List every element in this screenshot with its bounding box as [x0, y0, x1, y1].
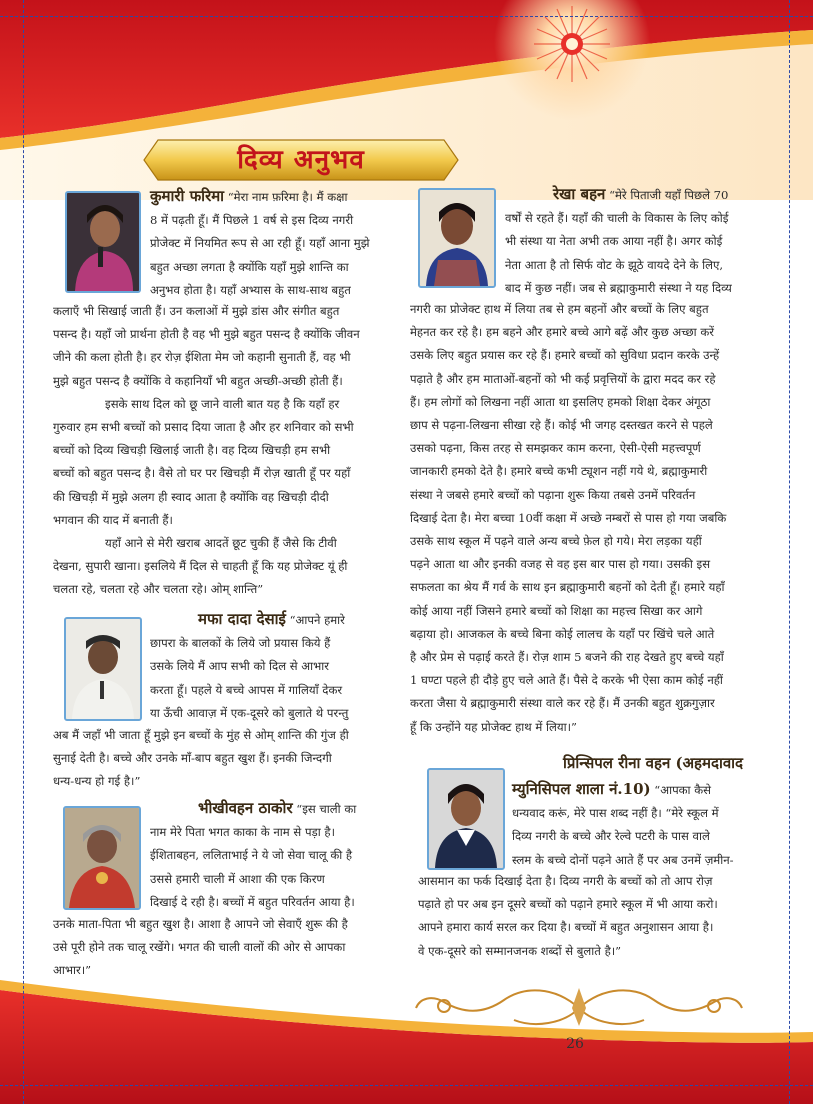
author-name: मफा दादा देसाई: [198, 610, 286, 628]
text-line: स्लम के बच्चे दोनों पढ़ने आते हैं पर अब उनमें ज़मीन-: [512, 852, 734, 867]
text-line: बढ़ाया हो। आजकल के बच्चे बिना कोई लालच के यहाँ पर खिंचे चले आते: [410, 626, 715, 641]
testimonial-reena-cont: [418, 870, 769, 963]
text-line: ईशिताबहन, ललिताभाई ने ये जो सेवा चालू की है: [150, 848, 353, 863]
text-line: पढ़ाते हो पर अब इन दूसरे बच्चों को पढ़ाने हमारे स्कूल में भी आया करो।: [418, 897, 718, 912]
text-line: नेता आता है तो सिर्फ वोट के झूठे वायदे देने के लिए,: [505, 257, 724, 272]
photo-farima: [65, 191, 141, 293]
text-line: सुनाई देती है। बच्चे और उनके माँ-बाप बहुत खुश हैं। इनकी जिन्दगी: [53, 751, 332, 766]
author-name-cont: म्युनिसिपल शाला नं.10): [512, 780, 651, 798]
text-line: मुझे बहुत पसन्द है क्योंकि वे कहानियाँ भी बहुत अच्छी-अच्छी होती हैं।: [53, 373, 343, 388]
text-line: भगवान की याद में बनाती हैं।: [53, 512, 173, 527]
testimonial-farima-cont: [53, 300, 390, 602]
text-line: या ऊँची आवाज़ में एक-दूसरे को बुलाते थे परन्तु: [150, 705, 349, 720]
page-title-banner: [142, 138, 460, 182]
text-line: वे एक-दूसरे को सम्मानजनक शब्दों से बुलाते है।”: [418, 943, 622, 958]
photo-rekha: [418, 188, 496, 288]
text-line: है और प्रेम से पढ़ाई करते हैं। रोज़ शाम 5 बजने की राह देखते हुए बच्चे यहाँ: [410, 650, 724, 665]
author-name: भीखीवहन ठाकोर: [198, 799, 293, 817]
text-line: गुरुवार हम सभी बच्चों को प्रसाद दिया जाता है और हर शनिवार को सभी: [53, 420, 354, 435]
text-line: छापरा के बालकों के लिये जो प्रयास किये हैं: [150, 636, 331, 651]
text-line: उसके साथ स्कूल में पढ़ने वाले अन्य बच्चे फ़ेल हो गये। मेरा लड़का यहीं: [410, 534, 702, 549]
text-line: आभार।”: [53, 963, 92, 978]
text-line: उनके माता-पिता भी बहुत खुश है। आशा है आपने जो सेवाएँ शुरू की है: [53, 917, 348, 931]
text-line: उसे पूरी होने तक चालू रखेंगे। भगत की चाली वालों की ओर से आपका: [53, 940, 346, 955]
testimonial-mafa: [150, 608, 390, 725]
text-line: भी संस्था या नेता अभी तक आया नहीं है। अगर कोई: [505, 234, 723, 249]
text-line: बच्चों को दिव्य खिचड़ी खिलाई जाती है। वह दिव्य खिचड़ी हम सभी: [53, 443, 331, 458]
text-line: यहाँ आने से मेरी खराब आदतें छूट चुकी हैं जैसे कि टीवी: [105, 536, 337, 551]
text-line: इसके साथ दिल को छू जाने वाली बात यह है कि यहाँ हर: [105, 396, 340, 411]
text-line: जीने की कला होती है। हर रोज़ ईशिता मेम जो कहानी सुनाती हैं, वह भी: [53, 350, 351, 365]
crop-mark: [0, 16, 813, 17]
testimonial-bhikhi: [150, 797, 390, 914]
text-line: दिव्य नगरी के बच्चे और रेल्वे पटरी के पास वाले: [512, 829, 710, 844]
crop-mark: [23, 0, 24, 1104]
testimonial-farima: [150, 185, 390, 302]
author-name: कुमारी फरिमा: [150, 187, 225, 205]
text-line: आपने हमारा कार्य सरल कर दिया है। बच्चों में बहुत अनुशासन आया है।: [418, 920, 714, 935]
testimonial-bhikhi-cont: [53, 913, 390, 983]
text-line: “मेरा नाम फ़रिमा है। मैं कक्षा: [227, 190, 348, 204]
text-line: वर्षों से रहते हैं। यहाँ की चाली के विकास के लिए कोई: [505, 211, 729, 226]
text-line: करता हूँ। पहले ये बच्चे आपस में गालियाँ देकर: [150, 682, 343, 697]
testimonial-reena-heading: [563, 752, 769, 775]
photo-bhikhi: [63, 806, 141, 910]
text-line: उसके लिये मैं आप सभी को दिल से आभार: [150, 659, 330, 674]
text-line: नगरी का प्रोजेक्ट हाथ में लिया तब से हम बहनों और बच्चों के लिए बहुत: [410, 302, 709, 316]
text-line: हैं। हम लोगों को लिखना नहीं आता था इसलिए हमको शिक्षा देकर अंगूठा: [410, 394, 711, 409]
photo-reena: [427, 768, 505, 870]
text-line: “मेरे पिताजी यहाँ पिछले 70: [609, 188, 729, 202]
text-line: धन्यवाद करूं, मेरे पास शब्द नहीं है। “मेरे स्कूल में: [512, 806, 719, 821]
page-title: दिव्य अनुभव: [237, 145, 365, 175]
text-line: प्रोजेक्ट में नियमित रूप से आ रही हूँ। यहाँ आना मुझे: [150, 236, 370, 251]
text-line: बच्चों को बहुत पसन्द है। वैसे तो घर पर खिचड़ी मैं रोज़ खाती हूँ पर यहाँ: [53, 466, 351, 481]
text-line: नाम मेरे पिता भगत काका के नाम से पड़ा है।: [150, 825, 335, 840]
text-line: उसको पढ़ना, किस तरह से समझकर काम करना, ऐसी-ऐसी महत्त्वपूर्ण: [410, 441, 701, 456]
text-line: मेहनत कर रहे है। हम बहने और हमारे बच्चे आगे बढ़ें और कुछ अच्छा करें: [410, 325, 714, 340]
text-line: कलाएँ भी सिखाई जाती हैं। उन कलाओं में मुझे डांस और संगीत बहुत: [53, 304, 340, 318]
text-line: 1 घण्टा पहले ही दौड़े हुए चले आते हैं। पैसे दे करके भी ऐसा काम कोई नहीं: [410, 673, 723, 688]
text-line: 8 में पढ़ती हूँ। मैं पिछले 1 वर्ष से इस दिव्य नगरी: [150, 213, 354, 228]
text-line: जानकारी हमको देते है। हमारे बच्चे कभी ट्यूशन नहीं गये थे, ब्रह्माकुमारी: [410, 464, 708, 479]
text-line: दिखाई देता है। मेरा बच्चा 10वीं कक्षा में अच्छे नम्बरों से पास हो गया जबकि: [410, 510, 727, 525]
testimonial-mafa-cont: [53, 724, 390, 794]
text-line: संस्था ने जबसे हमारे बच्चों को पढ़ाना शुरू किया तबसे उनमें परिवर्तन: [410, 487, 696, 502]
author-name: प्रिन्सिपल रीना वहन (अहमदावाद: [563, 754, 744, 772]
text-line: छाप से पढ़ना-लिखना सीखा रहे हैं। कोई भी जगह दस्तखत करने से पहले: [410, 418, 713, 433]
text-line: पढ़ाते है और हम माताओं-बहनों को भी कई प्रवृत्तियों के द्वारा मदद कर रहे: [410, 371, 716, 386]
text-line: उससे हमारी चाली में आशा की एक किरण: [150, 871, 325, 886]
text-line: बहुत अच्छा लगता है क्योंकि यहाँ मुझे शान्ति का: [150, 259, 349, 274]
text-line: “आपका कैसे: [654, 783, 711, 797]
text-line: करता जैसा ये ब्रह्माकुमारी संस्था वाले कर रहे हैं। मैं उनकी बहुत शुक्रगुज़ार: [410, 696, 715, 711]
text-line: अब मैं जहाँ भी जाता हूँ मुझे इन बच्चों के मुंह से ओम् शान्ति की गुंज ही: [53, 728, 349, 742]
page-number: 26: [566, 1036, 584, 1052]
text-line: सफलता का श्रेय मैं गर्व के साथ इन ब्रह्माकुमारी बहनों को देती हूँ। हमारे यहाँ: [410, 580, 725, 595]
text-line: दिखाई दे रही है। बच्चों में बहुत परिवर्तन आया है।: [150, 894, 355, 909]
text-line: बाद में कुछ नहीं। जब से ब्रह्माकुमारी संस्था ने यह दिव्य: [505, 280, 732, 295]
text-line: धन्य-धन्य हो गई है।”: [53, 774, 141, 789]
text-line: “आपने हमारे: [289, 613, 345, 627]
crop-mark: [0, 1085, 813, 1086]
text-line: कोई आया नहीं जिसने हमारे बच्चों को शिक्षा का महत्त्व सिखा कर आगे: [410, 603, 703, 618]
floral-scroll-ornament-icon: [404, 978, 754, 1038]
text-line: चलता रहे, चलता रहे और चलता रहे। ओम् शान्ति”: [53, 582, 264, 597]
testimonial-rekha-cont: [410, 298, 767, 739]
text-line: आसमान का फर्क दिखाई देता है। दिव्य नगरी के बच्चों को तो आप रोज़: [418, 874, 713, 888]
text-line: की खिचड़ी में मुझे अलग ही स्वाद आता है क्योंकि वह खिचड़ी दीदी: [53, 489, 329, 504]
testimonial-reena: [512, 778, 769, 872]
text-line: पसन्द है। यहाँ जो प्रार्थना होती है वह भी मुझे बहुत पसन्द है क्योंकि जीवन: [53, 327, 360, 342]
crop-mark: [789, 0, 790, 1104]
text-line: देखना, सुपारी खाना। इसलिये मैं दिल से चाहती हूँ कि यह प्रोजेक्ट यूं ही: [53, 559, 348, 574]
testimonial-rekha: [505, 183, 767, 300]
text-line: “इस चाली का: [296, 802, 357, 816]
text-line: उसके लिए बहुत प्रयास कर रहे हैं। हमारे बच्चों को सुविधा प्रदान करके उन्हें: [410, 348, 720, 363]
text-line: पढ़ने आता था और इनकी वजह से वह इस बार पास हो गया। उसकी इस: [410, 557, 711, 572]
photo-mafa: [64, 617, 142, 721]
author-name: रेखा बहन: [553, 185, 606, 203]
text-line: हूँ कि उन्होंने यह प्रोजेक्ट हाथ में लिया।”: [410, 719, 577, 734]
text-line: अनुभव होता है। यहाँ अभ्यास के साथ-साथ बहुत: [150, 282, 351, 297]
